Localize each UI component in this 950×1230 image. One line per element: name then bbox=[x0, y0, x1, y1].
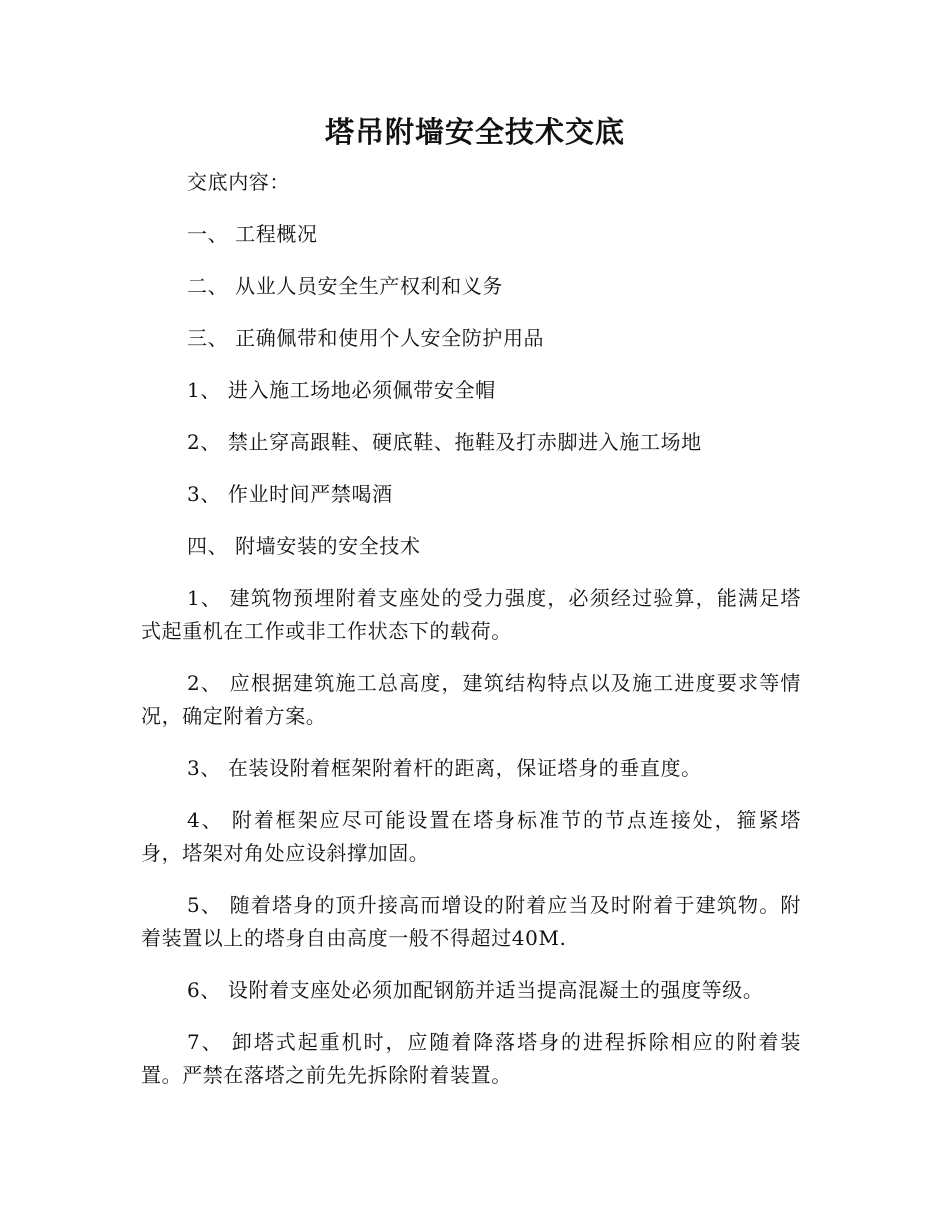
list-item: 3、 作业时间严禁喝酒 bbox=[187, 482, 393, 506]
list-item: 5、 随着塔身的顶升接高而增设的附着应当及时附着于建筑物。附着装置以上的塔身自由高度一般不得超过40M. bbox=[141, 893, 801, 950]
list-item: 7、 卸塔式起重机时，应随着降落塔身的进程拆除相应的附着装置。严禁在落塔之前先先拆除附着装置。 bbox=[141, 1030, 801, 1087]
section-heading-3: 三、 正确佩带和使用个人安全防护用品 bbox=[187, 326, 545, 350]
section-heading-4: 四、 附墙安装的安全技术 bbox=[187, 534, 421, 558]
list-item: 2、 禁止穿高跟鞋、硬底鞋、拖鞋及打赤脚进入施工场地 bbox=[187, 430, 702, 454]
list-item: 4、 附着框架应尽可能设置在塔身标准节的节点连接处，箍紧塔身，塔架对角处应设斜撑加固。 bbox=[141, 808, 801, 865]
list-item: 1、 进入施工场地必须佩带安全帽 bbox=[187, 378, 496, 402]
document-title: 塔吊附墙安全技术交底 bbox=[324, 115, 625, 149]
section-heading-1: 一、 工程概况 bbox=[187, 222, 318, 246]
list-item: 1、 建筑物预埋附着支座处的受力强度，必须经过验算，能满足塔式起重机在工作或非工作状态下的载荷。 bbox=[141, 586, 801, 643]
intro-label: 交底内容： bbox=[187, 170, 290, 194]
list-item: 3、 在装设附着框架附着杆的距离，保证塔身的垂直度。 bbox=[187, 756, 702, 780]
list-item: 2、 应根据建筑施工总高度，建筑结构特点以及施工进度要求等情况，确定附着方案。 bbox=[141, 671, 801, 728]
document-body bbox=[141, 166, 801, 1111]
section-heading-2: 二、 从业人员安全生产权利和义务 bbox=[187, 274, 503, 298]
list-item: 6、 设附着支座处必须加配钢筋并适当提高混凝土的强度等级。 bbox=[187, 978, 764, 1002]
